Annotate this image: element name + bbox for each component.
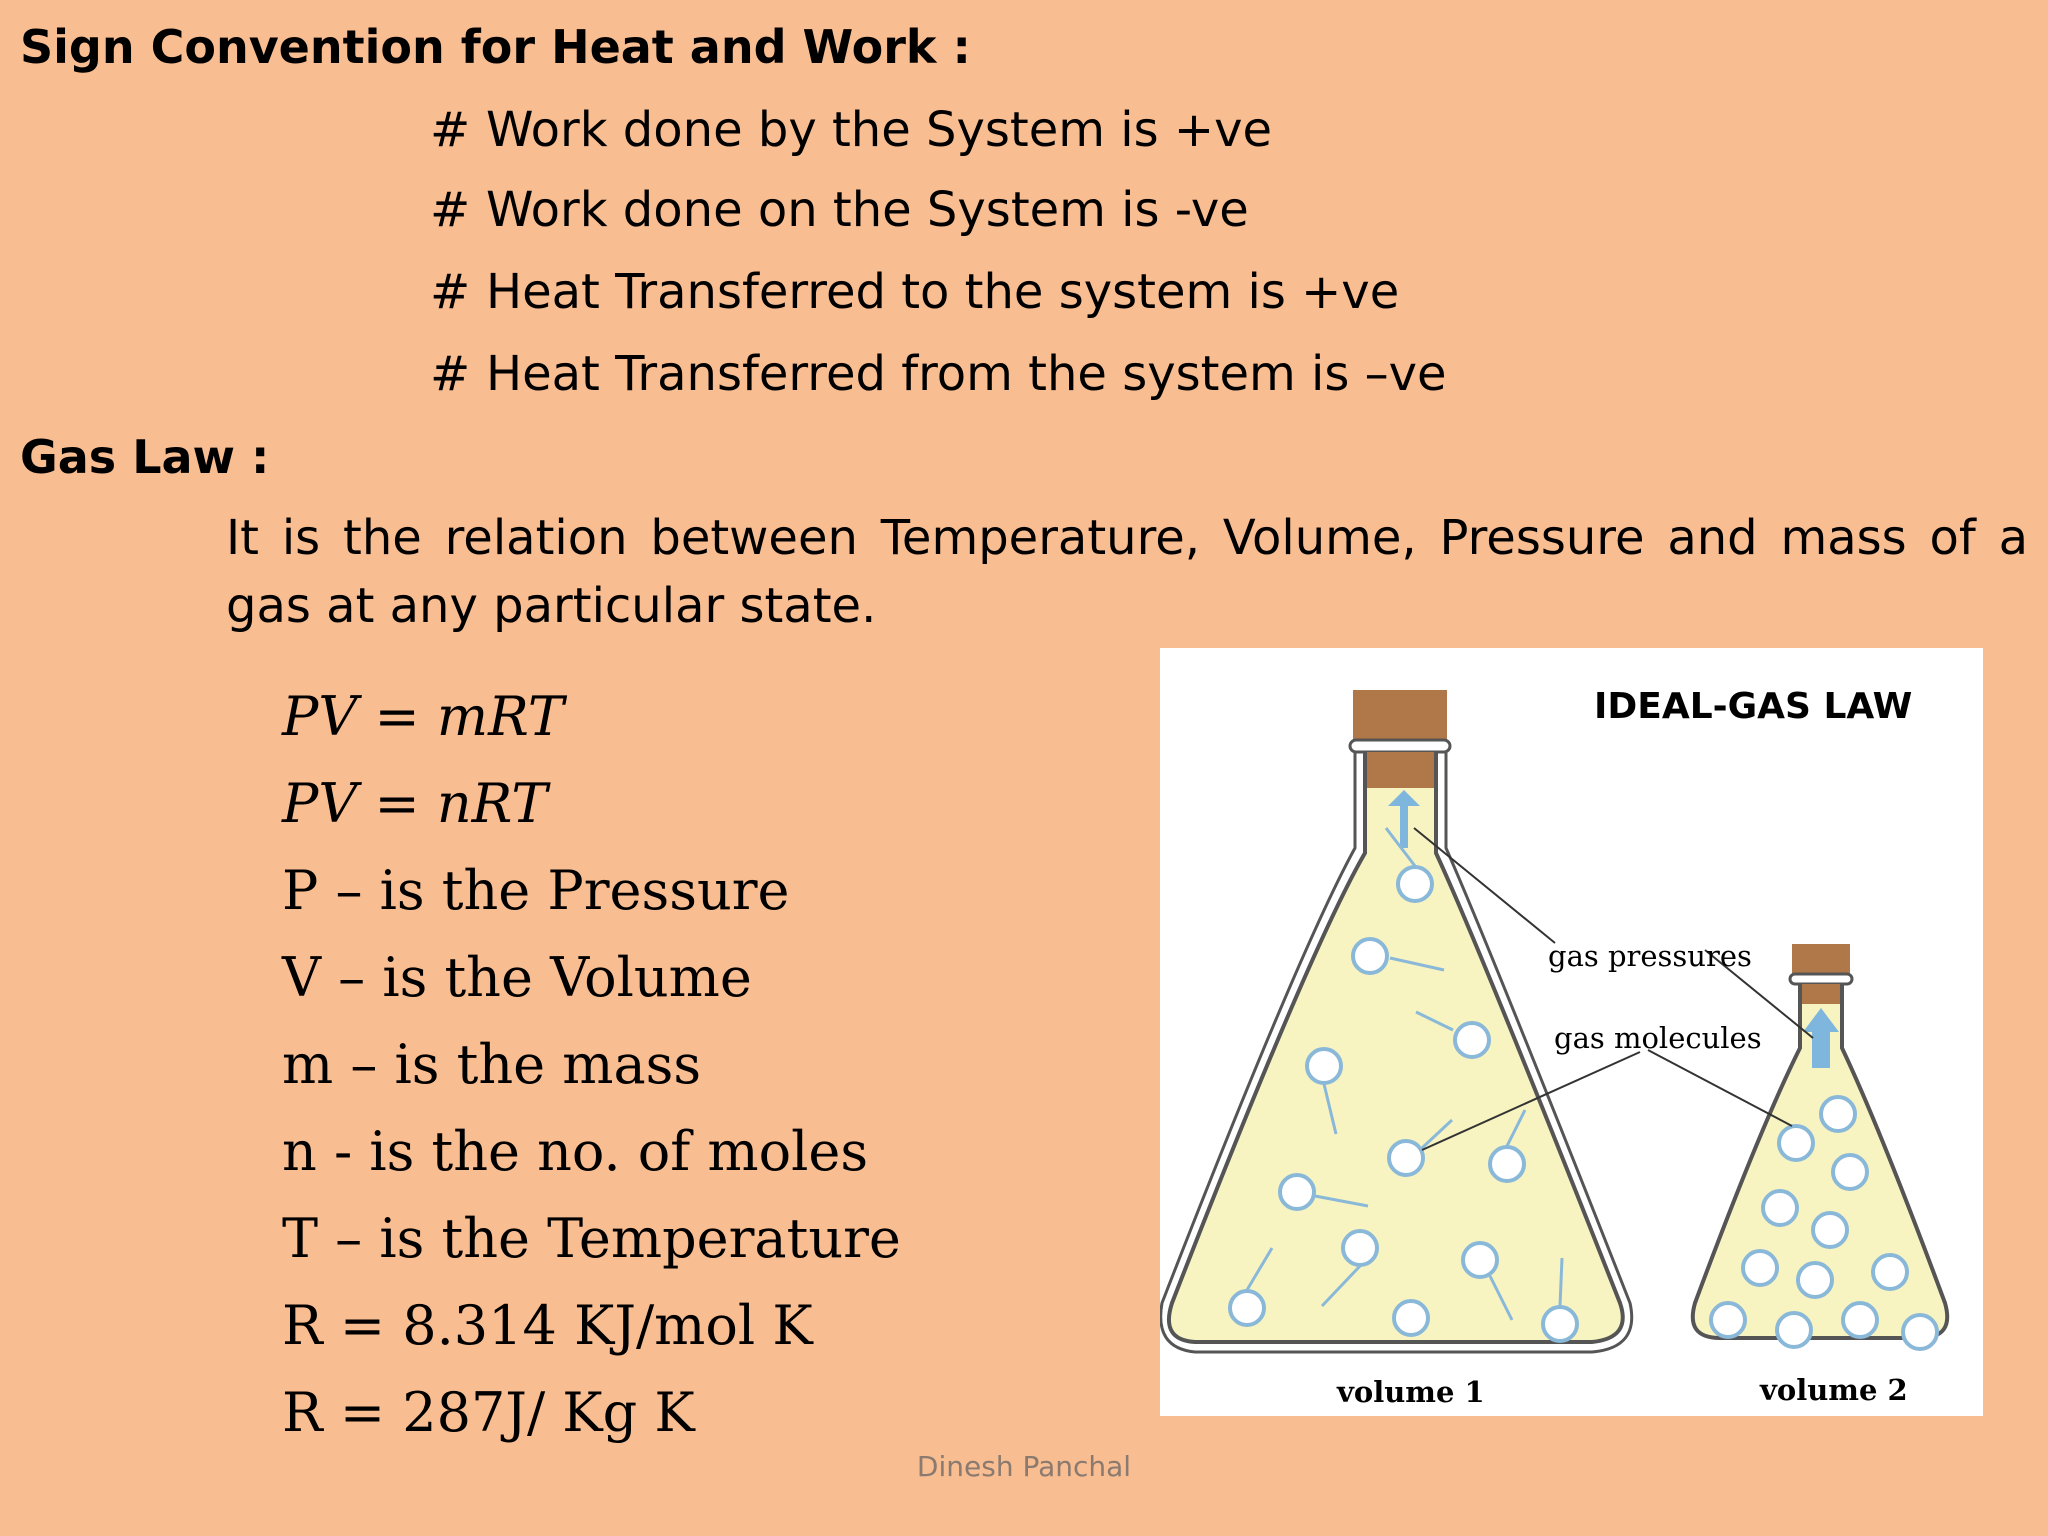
bullet-heat-to-system: [430, 264, 1400, 320]
molecule: [1230, 1291, 1264, 1325]
flask-2-cork: [1792, 944, 1850, 974]
bullet-marker: #: [430, 264, 471, 320]
bullet-text: Heat Transferred to the system is +ve: [486, 264, 1400, 320]
molecule: [1763, 1191, 1797, 1225]
molecule: [1813, 1213, 1847, 1247]
molecule: [1463, 1243, 1497, 1277]
equation-pv-mrt: PV = mRT: [282, 685, 564, 748]
definition-pressure: P – is the Pressure: [282, 859, 790, 922]
gas-law-description: It is the relation between Temperature, Volume, Pressure and mass of a gas at any particular state.: [226, 510, 2028, 634]
leader-molecule-2: [1648, 1050, 1792, 1126]
bullet-work-by-system: [430, 102, 1273, 158]
molecule: [1307, 1049, 1341, 1083]
molecule: [1389, 1141, 1423, 1175]
flask-1-lip: [1350, 740, 1450, 752]
molecule: [1455, 1023, 1489, 1057]
bullet-marker: #: [430, 102, 471, 158]
molecule: [1280, 1175, 1314, 1209]
molecule: [1777, 1313, 1811, 1347]
molecule: [1873, 1255, 1907, 1289]
definition-moles: n - is the no. of moles: [282, 1120, 869, 1183]
molecule: [1798, 1263, 1832, 1297]
flask-1-gas: [1169, 788, 1623, 1342]
molecule: [1903, 1315, 1937, 1349]
molecule: [1779, 1126, 1813, 1160]
bullet-heat-from-system: [430, 346, 1447, 402]
sign-convention-heading: Sign Convention for Heat and Work :: [20, 20, 971, 74]
molecule: [1711, 1303, 1745, 1337]
equation-pv-nrt: PV = nRT: [282, 772, 548, 835]
molecule: [1833, 1155, 1867, 1189]
ideal-gas-law-figure: [1160, 648, 1983, 1416]
footer-author: Dinesh Panchal: [916, 1450, 1132, 1483]
bullet-marker: #: [430, 346, 471, 402]
bullet-text: Work done on the System is -ve: [486, 182, 1249, 238]
definition-temperature: T – is the Temperature: [282, 1207, 901, 1270]
bullet-work-on-system: [430, 182, 1249, 238]
label-volume-2: volume 2: [1760, 1373, 1908, 1407]
molecule: [1743, 1251, 1777, 1285]
label-volume-1: volume 1: [1337, 1375, 1485, 1409]
flask-2-cork-lower: [1800, 984, 1842, 1004]
bullet-marker: #: [430, 182, 471, 238]
label-gas-pressures: gas pressures: [1548, 939, 1752, 973]
flask-1-cork: [1353, 690, 1447, 740]
flask-2-lip: [1790, 974, 1852, 984]
figure-title: IDEAL-GAS LAW: [1594, 686, 1913, 727]
gas-constant-molar: R = 8.314 KJ/mol K: [282, 1294, 813, 1357]
bullet-text: Work done by the System is +ve: [486, 102, 1273, 158]
molecule: [1343, 1231, 1377, 1265]
molecule: [1490, 1147, 1524, 1181]
bullet-text: Heat Transferred from the system is –ve: [486, 346, 1447, 402]
molecule: [1843, 1303, 1877, 1337]
motion-arrow: [1560, 1258, 1562, 1306]
molecule: [1394, 1301, 1428, 1335]
molecule: [1821, 1097, 1855, 1131]
definition-volume: V – is the Volume: [282, 946, 752, 1009]
molecule: [1543, 1307, 1577, 1341]
gas-constant-specific: R = 287J/ Kg K: [282, 1381, 695, 1444]
label-gas-molecules: gas molecules: [1554, 1021, 1762, 1055]
gas-law-heading: Gas Law :: [20, 430, 270, 484]
definition-mass: m – is the mass: [282, 1033, 702, 1096]
molecule: [1353, 939, 1387, 973]
molecule: [1398, 867, 1432, 901]
flask-1-cork-lower: [1365, 752, 1436, 788]
